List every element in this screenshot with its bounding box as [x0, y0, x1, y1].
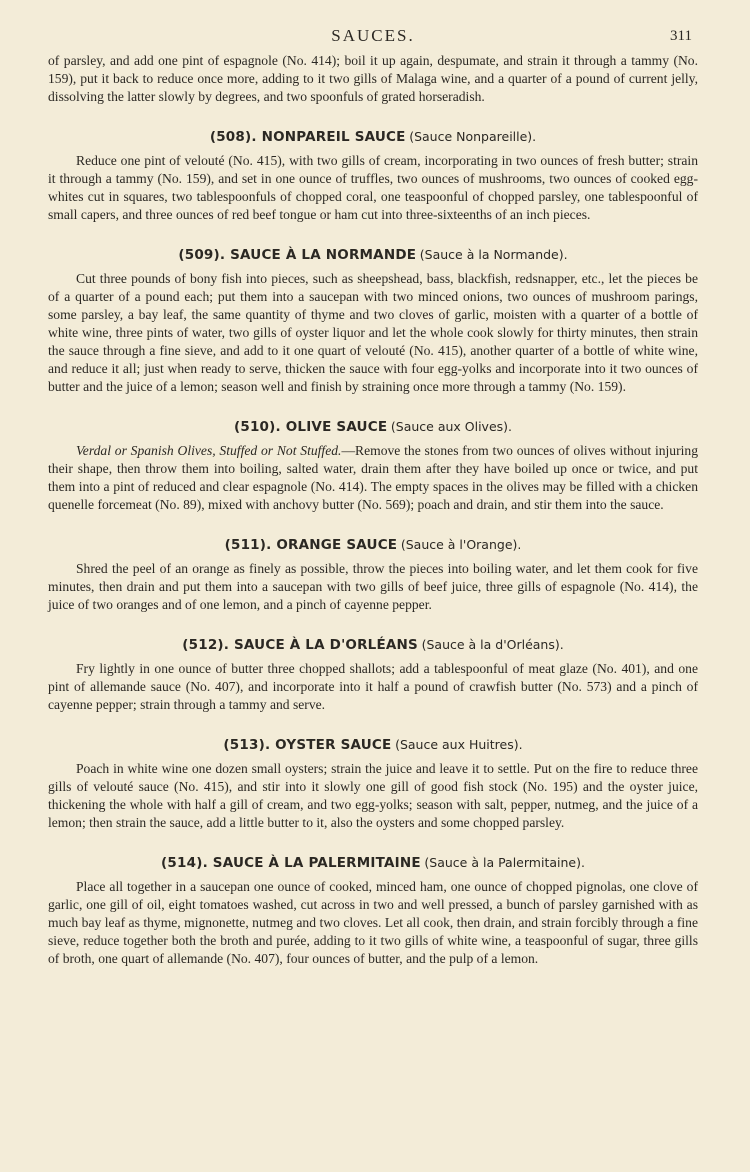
recipe-french-name: (Sauce à l'Orange).	[400, 537, 522, 552]
recipe-heading: (514). SAUCE À LA PALERMITAINE	[161, 855, 421, 871]
recipe-french-name: (Sauce à la Palermitaine).	[424, 855, 585, 870]
recipe-title	[48, 736, 698, 754]
page-number: 311	[670, 28, 692, 44]
recipe-509	[48, 246, 698, 396]
intro-paragraph: of parsley, and add one pint of espagnole (No. 414); boil it up again, despumate, and strain it through a tammy (No. 159), put it back to reduce once more, adding to it two gills of Malaga wine, and a quarter of a pound of current jelly, dissolving the latter slowly by degrees, and two spoonfuls of grated horseradish.	[48, 53, 698, 104]
recipe-heading: (512). SAUCE À LA D'ORLÉANS	[182, 637, 418, 653]
recipe-heading: (511). ORANGE SAUCE	[224, 537, 398, 553]
recipe-french-name: (Sauce à la Normande).	[419, 247, 568, 262]
recipe-body: Fry lightly in one ounce of butter three chopped shallots; add a tablespoonful of meat glaze (No. 401), and one pint of allemande sauce (No. 407), and incorporate into it half a pound of crawfish butter (No. 573) and a pinch of cayenne pepper; strain through a tammy and serve.	[48, 661, 698, 712]
running-title: SAUCES.	[331, 26, 415, 45]
recipe-514	[48, 854, 698, 968]
recipe-508	[48, 128, 698, 224]
recipe-513	[48, 736, 698, 832]
recipe-lead-italic: Verdal or Spanish Olives, Stuffed or Not Stuffed.	[76, 443, 342, 458]
recipe-body: Reduce one pint of velouté (No. 415), with two gills of cream, incorporating in two ounces of fresh butter; strain it through a tammy (No. 159), and set in one ounce of truffles, two ounces of mushrooms, two ounces of cooked egg-whites cut in squares, two tablespoonfuls of chopped coral, one teaspoonful of chopped parsley, one tablespoonful of small capers, and three ounces of red beef tongue or ham cut into three-sixteenths of an inch pieces.	[48, 153, 698, 222]
recipe-title	[48, 536, 698, 554]
recipe-body: Shred the peel of an orange as finely as possible, throw the pieces into boiling water, and let them cook for five minutes, then drain and put them into a saucepan with two gills of beef juice, three gills of espagnole (No. 414), the juice of two oranges and of one lemon, and a pinch of cayenne pepper.	[48, 561, 698, 612]
recipe-title	[48, 418, 698, 436]
recipe-heading: (508). NONPAREIL SAUCE	[209, 129, 406, 145]
recipe-heading: (510). OLIVE SAUCE	[233, 419, 388, 435]
running-head	[48, 0, 698, 52]
recipe-title	[48, 854, 698, 872]
recipe-title	[48, 128, 698, 146]
recipe-french-name: (Sauce à la d'Orléans).	[421, 637, 564, 652]
recipe-french-name: (Sauce aux Huitres).	[395, 737, 523, 752]
recipe-510	[48, 418, 698, 514]
recipe-body-text: —Remove the stones from two ounces of olives without injuring their shape, then throw them into boiling, salted water, drain them after they have boiled up once or twice, and put them into a pint of reduced and clear espagnole (No. 414). The empty spaces in the olives may be filled with a chicken quenelle forcemeat (No. 89), mixed with anchovy butter (No. 569); poach and drain, and stir them into the sauce.	[48, 443, 698, 512]
recipe-heading: (509). SAUCE À LA NORMANDE	[178, 247, 417, 263]
recipe-heading: (513). OYSTER SAUCE	[223, 737, 392, 753]
recipe-french-name: (Sauce aux Olives).	[390, 419, 513, 434]
recipe-body: Poach in white wine one dozen small oysters; strain the juice and leave it to settle. Put on the fire to reduce three gills of velouté sauce (No. 415), and stir into it slowly one gill of good fish stock (No. 195) and the oyster juice, thickening the whole with half a gill of cream, and two egg-yolks; season with salt, pepper, nutmeg, and the juice of a lemon; then strain the sauce, add a little butter to it, also the oysters and some chopped parsley.	[48, 761, 698, 830]
recipe-511	[48, 536, 698, 614]
recipe-body: Place all together in a saucepan one ounce of cooked, minced ham, one ounce of chopped pignolas, one clove of garlic, one gill of oil, eight tomatoes washed, cut across in two and well pressed, a bunch of parsley garnished with as much bay leaf as thyme, mignonette, nutmeg and two cloves. Let all cook, then drain, and strain forcibly through a fine sieve, reduce together both the broth and purée, adding to it two gills of white wine, a teaspoonful of sugar, three gills of broth, one quart of allemande (No. 407), four ounces of butter, and the pulp of a lemon.	[48, 879, 698, 966]
recipe-body	[48, 442, 698, 514]
recipe-title	[48, 636, 698, 654]
recipe-512	[48, 636, 698, 714]
recipe-french-name: (Sauce Nonpareille).	[409, 129, 537, 144]
recipe-title	[48, 246, 698, 264]
recipe-body: Cut three pounds of bony fish into pieces, such as sheepshead, bass, blackfish, redsnapper, etc., let the pieces be of a quarter of a pound each; put them into a saucepan with two minced onions, two ounces of mushroom parings, some parsley, a bay leaf, the same quantity of thyme and two cloves of garlic, moisten with a quarter of a bottle of white wine, three pints of water, two gills of oyster liquor and let the whole cook slowly for thirty minutes, then strain the sauce through a fine sieve, and add to it one quart of velouté (No. 415), another quarter of a bottle of white wine, and reduce it all; just when ready to serve, thicken the sauce with four egg-yolks and incorporate into it two ounces of butter and the juice of a lemon; season well and finish by straining once more through a tammy (No. 159).	[48, 271, 698, 394]
